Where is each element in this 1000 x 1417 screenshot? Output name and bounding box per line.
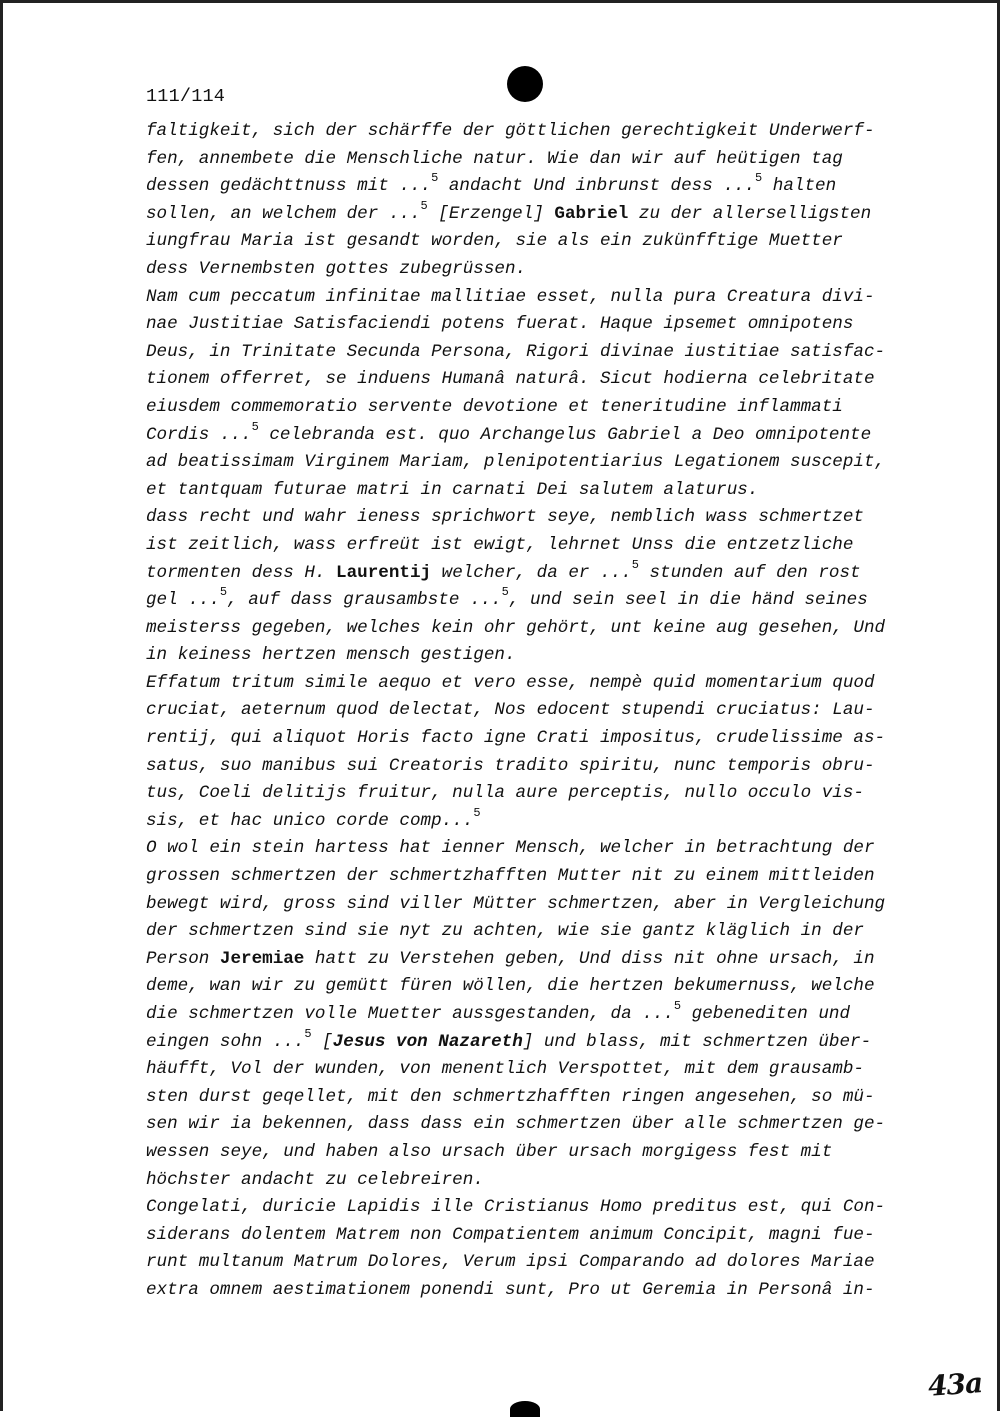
text-line xyxy=(146,366,906,394)
text-segment: fen, annembete die Menschliche natur. Wie dan wir auf heütigen tag xyxy=(146,148,843,169)
bold-name: Laurentij xyxy=(336,562,432,583)
text-line xyxy=(146,946,906,974)
text-segment: ist zeitlich, wass erfreüt ist ewigt, lehrnet Unss die entzetzliche xyxy=(146,534,854,555)
text-segment: O wol ein stein hartess hat ienner Mensch, welcher in betrachtung der xyxy=(146,838,875,859)
text-segment: Congelati, duricie Lapidis ille Cristianus Homo preditus est, qui Con- xyxy=(146,1197,886,1218)
footnote-marker: 5 xyxy=(501,585,509,600)
footnote-marker: 5 xyxy=(673,999,682,1014)
page-edge-left xyxy=(0,0,3,1411)
bold-name: Gabriel xyxy=(554,203,629,224)
text-line xyxy=(146,753,906,781)
text-segment: häufft, Vol der wunden, von menentlich Verspottet, mit dem grausamb- xyxy=(146,1059,864,1080)
text-segment: gel ... xyxy=(146,590,220,611)
text-segment: celebranda est. quo Archangelus Gabriel a Deo omnipotente xyxy=(258,424,872,445)
text-segment: grossen schmertzen der schmertzhafften Mutter nit zu einem mittleiden xyxy=(146,866,875,887)
text-segment: sis, et hac unico corde comp... xyxy=(146,810,474,831)
text-segment: Nam cum peccatum infinitae mallitiae esset, nulla pura Creatura divi- xyxy=(146,286,875,307)
text-segment: nae Justitiae Satisfaciendi potens fuerat. Haque ipsemet omnipotens xyxy=(146,314,854,335)
text-segment: , auf dass grausambste ... xyxy=(227,590,502,611)
text-segment: in keiness hertzen mensch gestigen. xyxy=(146,645,516,666)
text-segment: die schmertzen volle Muetter aussgestanden, da ... xyxy=(146,1004,674,1024)
text-line xyxy=(146,449,906,477)
footnote-marker: 5 xyxy=(304,1026,312,1041)
text-segment: siderans dolentem Matrem non Compatientem animum Concipit, magni fue- xyxy=(146,1224,875,1245)
text-segment: eingen sohn ... xyxy=(146,1031,305,1052)
text-segment: meisterss gegeben, welches kein ohr gehört, unt keine aug gesehen, Und xyxy=(146,617,886,638)
text-segment: ad beatissimam Virginem Mariam, plenipotentiarius Legationem suscepit, xyxy=(146,452,886,473)
text-segment: tormenten dess H. xyxy=(146,562,337,583)
text-line xyxy=(146,419,906,450)
text-segment: , und sein seel in die händ seines xyxy=(508,590,868,611)
text-line xyxy=(146,284,906,312)
text-segment: deme, wan wir zu gemütt füren wöllen, die hertzen bekumernuss, welche xyxy=(146,976,875,997)
text-line xyxy=(146,1277,906,1305)
text-segment: sen wir ia bekennen, dass dass ein schmertzen über alle schmertzen ge- xyxy=(146,1114,886,1135)
text-segment: höchster andacht zu celebreiren. xyxy=(146,1169,484,1190)
text-line xyxy=(146,805,906,836)
footnote-marker: 5 xyxy=(251,419,259,434)
text-segment: [ xyxy=(311,1031,333,1052)
bold-name: Jesus von Nazareth xyxy=(332,1031,523,1052)
text-line xyxy=(146,532,906,560)
text-segment: [Erzengel] xyxy=(427,203,555,224)
punch-hole-mark xyxy=(507,66,543,102)
text-line xyxy=(146,615,906,643)
text-segment: cruciat, aeternum quod delectat, Nos edocent stupendi cruciatus: Lau- xyxy=(146,700,875,721)
text-line xyxy=(146,1026,906,1057)
text-segment: Deus, in Trinitate Secunda Persona, Rigori divinae iustitiae satisfac- xyxy=(146,341,886,362)
footnote-marker: 5 xyxy=(755,171,763,186)
handwritten-folio-number: 43a xyxy=(926,1366,984,1403)
text-segment: tus, Coeli delitijs fruitur, nulla aure perceptis, nullo occulo vis- xyxy=(146,783,864,804)
text-segment: dass recht und wahr ieness sprichwort seye, nemblich wass schmertzet xyxy=(146,507,864,528)
text-segment: Cordis ... xyxy=(146,424,252,445)
text-line xyxy=(146,1001,906,1029)
text-segment: runt multanum Matrum Dolores, Verum ipsi Comparando ad dolores Mariae xyxy=(146,1252,875,1273)
text-segment: dessen gedächttnuss mit ... xyxy=(146,176,432,197)
text-segment: faltigkeit, sich der schärffe der göttlichen gerechtigkeit Underwerf- xyxy=(146,121,875,141)
text-line xyxy=(146,557,906,588)
footnote-marker: 5 xyxy=(219,585,228,600)
text-segment: rentij, qui aliquot Horis facto igne Crati impositus, crudelissime as- xyxy=(146,728,886,749)
text-segment: Effatum tritum simile aequo et vero esse, nempè quid momentarium quod xyxy=(146,672,875,693)
text-line xyxy=(146,1249,906,1277)
text-line xyxy=(146,339,906,367)
text-line xyxy=(146,1222,906,1250)
text-line xyxy=(146,1111,906,1139)
text-line xyxy=(146,394,906,422)
text-line xyxy=(146,891,906,919)
text-segment: et tantquam futurae matri in carnati Dei salutem alaturus. xyxy=(146,479,759,500)
text-segment: satus, suo manibus sui Creatoris tradito spiritu, nunc temporis obru- xyxy=(146,755,875,776)
text-line xyxy=(146,1056,906,1084)
text-line xyxy=(146,504,906,532)
text-segment: der schmertzen sind sie nyt zu achten, wie sie gantz kläglich in der xyxy=(146,921,864,942)
text-line xyxy=(146,642,906,670)
text-segment: dess Vernembsten gottes zubegrüssen. xyxy=(146,258,527,279)
text-line xyxy=(146,1084,906,1112)
text-line xyxy=(146,780,906,808)
text-segment: sollen, an welchem der ... xyxy=(146,203,421,224)
footnote-marker: 5 xyxy=(473,805,481,820)
text-segment: Person xyxy=(146,948,220,969)
text-line xyxy=(146,173,906,201)
text-line xyxy=(146,863,906,891)
text-segment: halten xyxy=(762,176,837,197)
punch-hole-mark-bottom xyxy=(510,1401,540,1417)
footnote-marker: 5 xyxy=(431,171,439,186)
text-line xyxy=(146,918,906,946)
text-segment: bewegt wird, gross sind viller Mütter schmertzen, aber in Vergleichung xyxy=(146,893,886,914)
text-segment: extra omnem aestimationem ponendi sunt, Pro ut Geremia in Personâ in- xyxy=(146,1279,875,1300)
text-line xyxy=(146,587,906,615)
text-segment: iungfrau Maria ist gesandt worden, sie als ein zukünfftige Muetter xyxy=(146,231,843,252)
text-segment: eiusdem commemoratio servente devotione et teneritudine inflammati xyxy=(146,396,843,417)
text-line xyxy=(146,146,906,174)
bold-name: Jeremiae xyxy=(219,948,305,969)
text-segment: sten durst geqellet, mit den schmertzhafften ringen angesehen, so mü- xyxy=(146,1086,875,1107)
footnote-marker: 5 xyxy=(420,198,428,213)
text-line xyxy=(146,973,906,1001)
footnote-marker: 5 xyxy=(631,557,639,572)
text-segment: stunden auf den rost xyxy=(638,562,861,583)
document-body xyxy=(146,118,906,1305)
text-segment: zu der allerselligsten xyxy=(628,203,872,224)
text-segment: ] und blass, mit schmertzen über- xyxy=(522,1031,872,1052)
text-segment: hatt zu Verstehen geben, Und diss nit ohne ursach, in xyxy=(304,948,875,969)
page-number: 111/114 xyxy=(146,86,226,107)
text-line xyxy=(146,1139,906,1167)
text-line xyxy=(146,1194,906,1222)
text-segment: gebenediten und xyxy=(681,1004,851,1024)
text-line xyxy=(146,228,906,256)
text-line xyxy=(146,697,906,725)
text-line xyxy=(146,118,906,146)
text-line xyxy=(146,311,906,339)
text-line xyxy=(146,725,906,753)
text-segment: wessen seye, und haben also ursach über ursach morgigess fest mit xyxy=(146,1141,833,1162)
text-line xyxy=(146,477,906,505)
text-line xyxy=(146,1167,906,1195)
text-line xyxy=(146,256,906,284)
text-segment: welcher, da er ... xyxy=(431,562,632,583)
page-edge-top xyxy=(0,0,1000,3)
text-line xyxy=(146,198,906,229)
text-segment: andacht Und inbrunst dess ... xyxy=(438,176,756,197)
text-line xyxy=(146,835,906,863)
text-segment: tionem offerret, se induens Humanâ naturâ. Sicut hodierna celebritate xyxy=(146,369,875,390)
text-line xyxy=(146,670,906,698)
